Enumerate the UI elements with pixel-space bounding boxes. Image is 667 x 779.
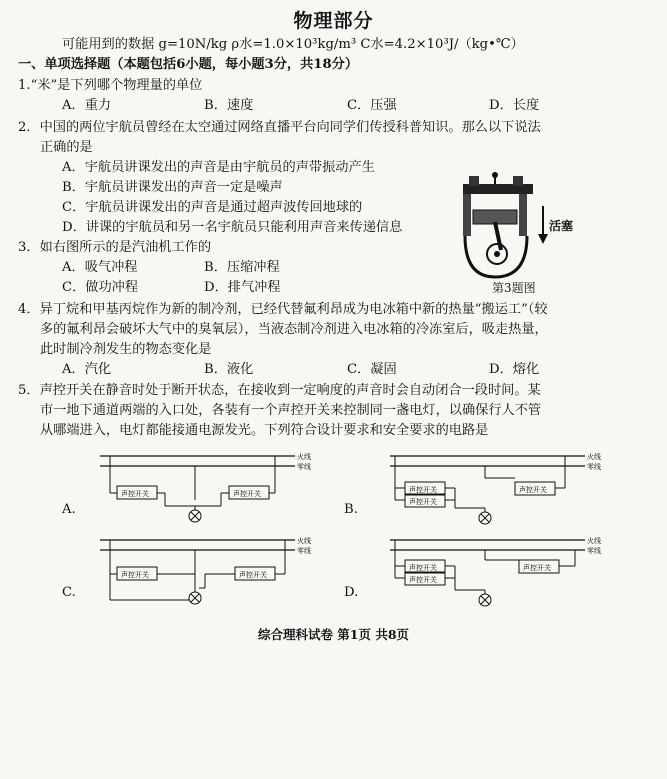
- svg-text:火线: 火线: [587, 453, 601, 461]
- circuit-a: [95, 448, 335, 528]
- section-heading: 一、单项选择题（本题包括6小题，每小题3分，共18分）: [18, 57, 359, 72]
- page-title: 物理部分: [293, 10, 374, 32]
- svg-text:声控开关: 声控开关: [409, 564, 437, 572]
- svg-text:声控开关: 声控开关: [523, 564, 551, 572]
- q1-option-a: A．重力: [62, 98, 112, 113]
- svg-text:声控开关: 声控开关: [239, 571, 267, 579]
- svg-text:声控开关: 声控开关: [519, 486, 547, 494]
- svg-text:火线: 火线: [587, 537, 601, 545]
- circuit-b-label: B.: [344, 502, 358, 517]
- piston: [473, 210, 517, 224]
- circuit-d: [385, 532, 625, 612]
- svg-text:零线: 零线: [297, 463, 311, 471]
- q4-stem-line3: 此时制冷剂发生的物态变化是: [40, 342, 212, 357]
- q1-option-b: B．速度: [204, 98, 254, 113]
- piston-label: 活塞: [549, 219, 574, 233]
- q4-option-c: C．凝固: [347, 362, 397, 377]
- spark-plug-icon: [492, 172, 498, 178]
- q2-stem-line1: 2．中国的两位宇航员曾经在太空通过网络直播平台向同学们传授科普知识。那么以下说法: [18, 120, 541, 135]
- q3-stem: 3．如右图所示的是汽油机工作的: [18, 240, 212, 255]
- q2-stem-line2: 正确的是: [40, 140, 93, 155]
- svg-text:声控开关: 声控开关: [121, 571, 149, 579]
- svg-text:声控开关: 声控开关: [409, 486, 437, 494]
- svg-text:零线: 零线: [297, 547, 311, 555]
- q2-option-b: B．宇航员讲课发出的声音一定是噪声: [62, 180, 283, 195]
- q2-option-a: A．宇航员讲课发出的声音是由宇航员的声带振动产生: [62, 160, 375, 175]
- q2-option-c: C．宇航员讲课发出的声音是通过超声波传回地球的: [62, 200, 363, 215]
- engine-cylinder-figure: [455, 172, 575, 282]
- q4-stem-line2: 多的氟利昂会破坏大气中的臭氧层），当液态制冷剂进入电冰箱的冷冻室后，吸走热量，: [40, 322, 548, 337]
- circuit-d-label: D.: [344, 585, 359, 600]
- q2-option-d: D．讲课的宇航员和另一名宇航员只能利用声音来传递信息: [62, 220, 403, 235]
- constants-line: 可能用到的数据 g=10N/kg ρ水=1.0×10³kg/m³ C水=4.2×10³J/（kg•℃）: [62, 37, 524, 52]
- svg-text:火线: 火线: [297, 537, 311, 545]
- q5-stem-line1: 5．声控开关在静音时处于断开状态，在接收到一定响度的声音时会自动闭合一段时间。某: [18, 383, 541, 398]
- q3-option-b: B．压缩冲程: [204, 260, 280, 275]
- svg-text:声控开关: 声控开关: [233, 490, 261, 498]
- circuit-c-label: C.: [62, 585, 76, 600]
- q5-stem-line3: 从哪端进入，电灯都能接通电源发光。下列符合设计要求和安全要求的电路是: [40, 423, 489, 438]
- circuit-c: [95, 532, 335, 612]
- q3-option-c: C．做功冲程: [62, 280, 139, 295]
- svg-text:声控开关: 声控开关: [409, 576, 437, 584]
- svg-text:火线: 火线: [297, 453, 311, 461]
- q4-stem-line1: 4．异丁烷和甲基丙烷作为新的制冷剂，已经代替氟利昂成为电冰箱中新的热量“搬运工”（较: [18, 302, 548, 317]
- q1-option-c: C．压强: [347, 98, 397, 113]
- figure3-caption: 第3题图: [492, 281, 536, 295]
- q5-stem-line2: 市一地下通道两端的入口处，各装有一个声控开关来控制同一盏电灯，以确保行人不管: [40, 403, 542, 418]
- q4-option-b: B．液化: [204, 362, 254, 377]
- q1-option-d: D．长度: [489, 98, 540, 113]
- circuit-a-label: A.: [62, 502, 76, 517]
- q4-option-d: D．熔化: [489, 362, 540, 377]
- page-footer: 综合理科试卷 第1页 共8页: [257, 627, 410, 642]
- q3-option-a: A．吸气冲程: [62, 260, 138, 275]
- q3-option-d: D．排气冲程: [204, 280, 281, 295]
- q1-stem: 1.“米”是下列哪个物理量的单位: [18, 78, 203, 93]
- svg-text:声控开关: 声控开关: [121, 490, 149, 498]
- svg-text:声控开关: 声控开关: [409, 498, 437, 506]
- svg-text:零线: 零线: [587, 547, 601, 555]
- svg-text:零线: 零线: [587, 463, 601, 471]
- circuit-b: [385, 448, 625, 528]
- q4-option-a: A．汽化: [62, 362, 112, 377]
